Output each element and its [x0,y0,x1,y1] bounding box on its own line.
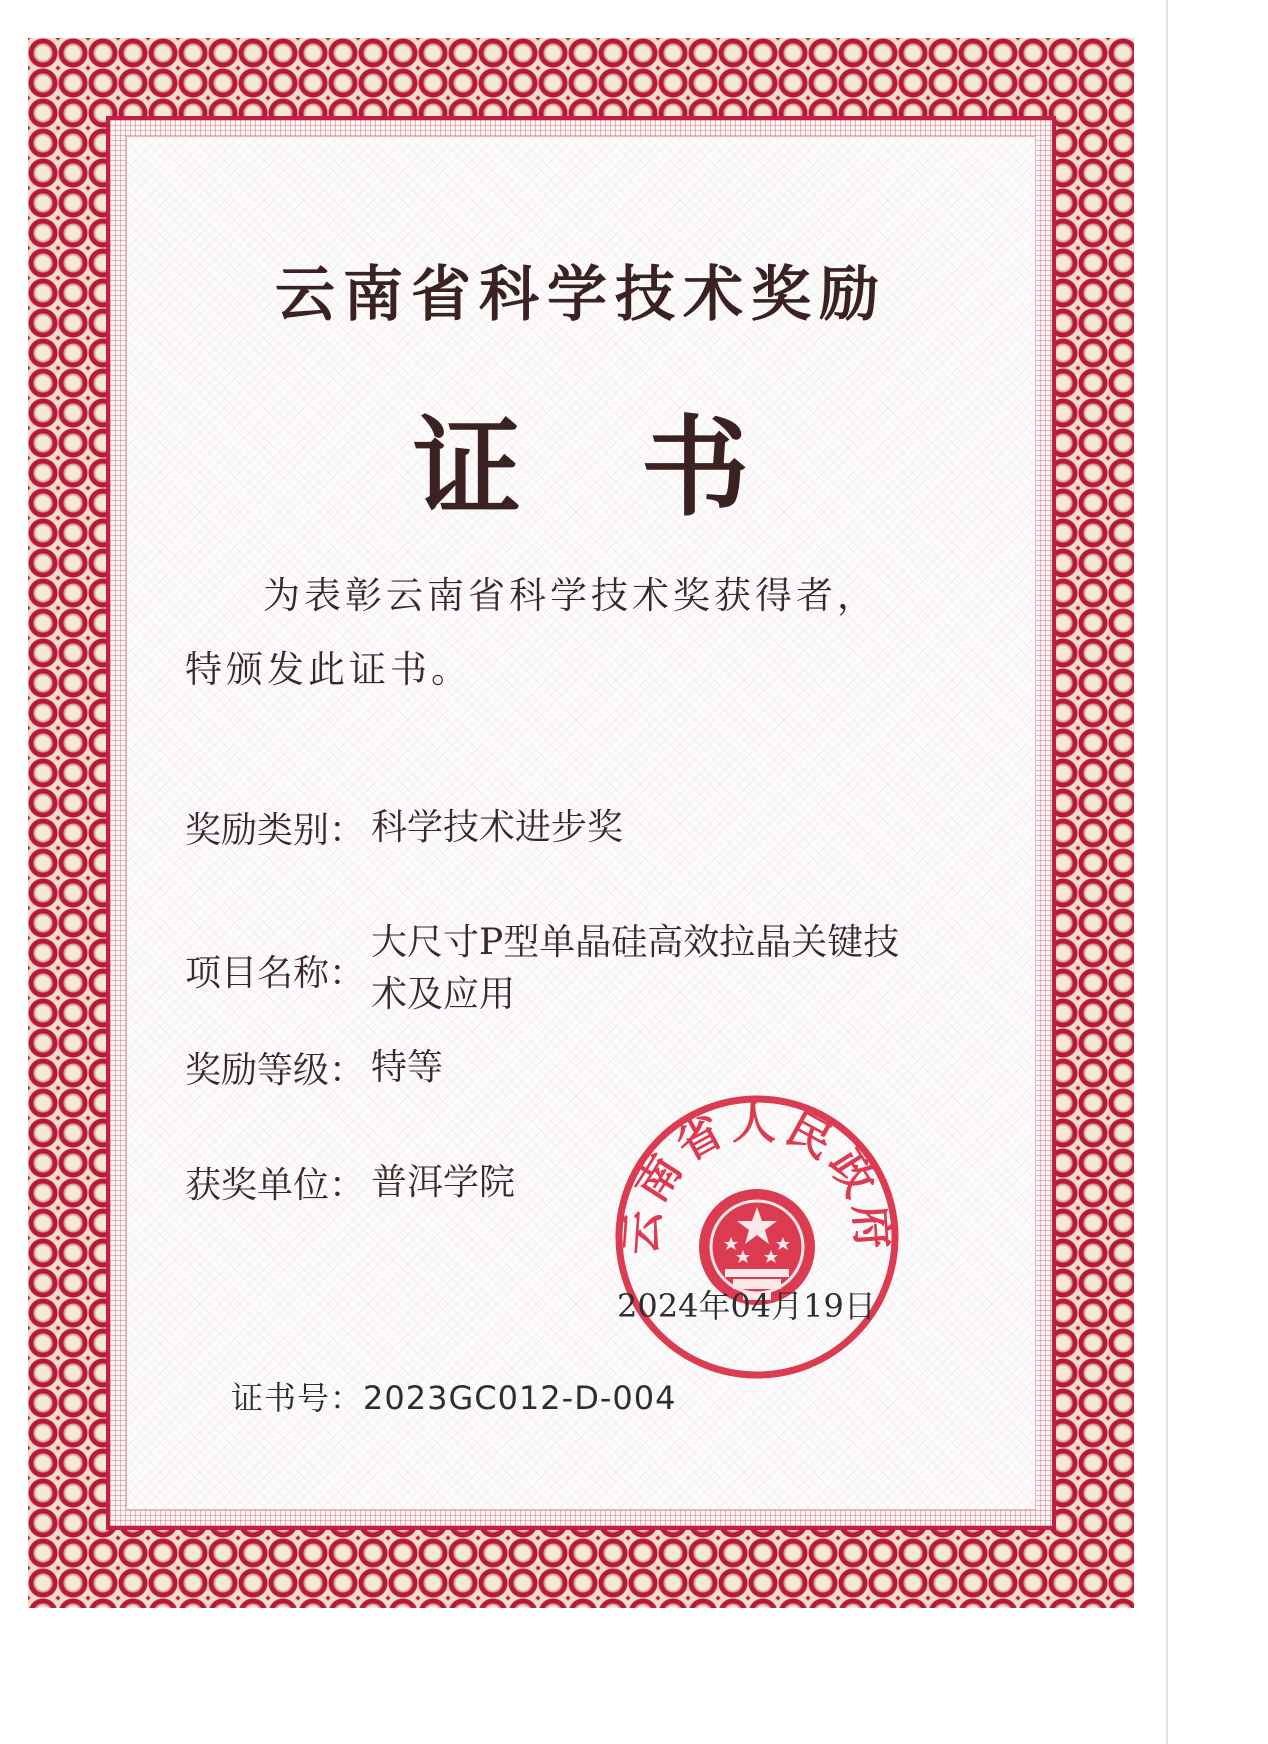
certificate-body [126,136,1036,1510]
field-value: 普洱学院 [371,1162,516,1203]
field-value: 特等 [371,1047,444,1088]
field-label: 奖励等级： [185,1050,366,1091]
field-label: 获奖单位： [185,1165,366,1206]
government-seal-icon [607,1087,907,1387]
certificate [28,38,1134,1608]
inner-frame [106,116,1056,1530]
guilloche-frame [110,120,1052,1526]
seal-text: 云南省人民政府 [615,1097,899,1257]
field-value: 大尺寸P型单晶硅高效拉晶关键技术及应用 [371,922,900,1015]
certificate-number: 证书号：2023GC012-D-004 [231,1379,677,1417]
issue-date: 2024年04月19日 [617,1287,876,1325]
field-label: 项目名称： [185,953,366,994]
field-value: 科学技术进步奖 [371,807,624,848]
certificate-title: 云南省科学技术奖励 [275,260,887,330]
certificate-subtitle: 证书 [412,406,869,531]
scan-edge [1166,0,1168,1744]
intro-text: 为表彰云南省科学技术奖获得者，特颁发此证书。 [185,574,878,691]
field-label: 奖励类别： [185,810,366,851]
